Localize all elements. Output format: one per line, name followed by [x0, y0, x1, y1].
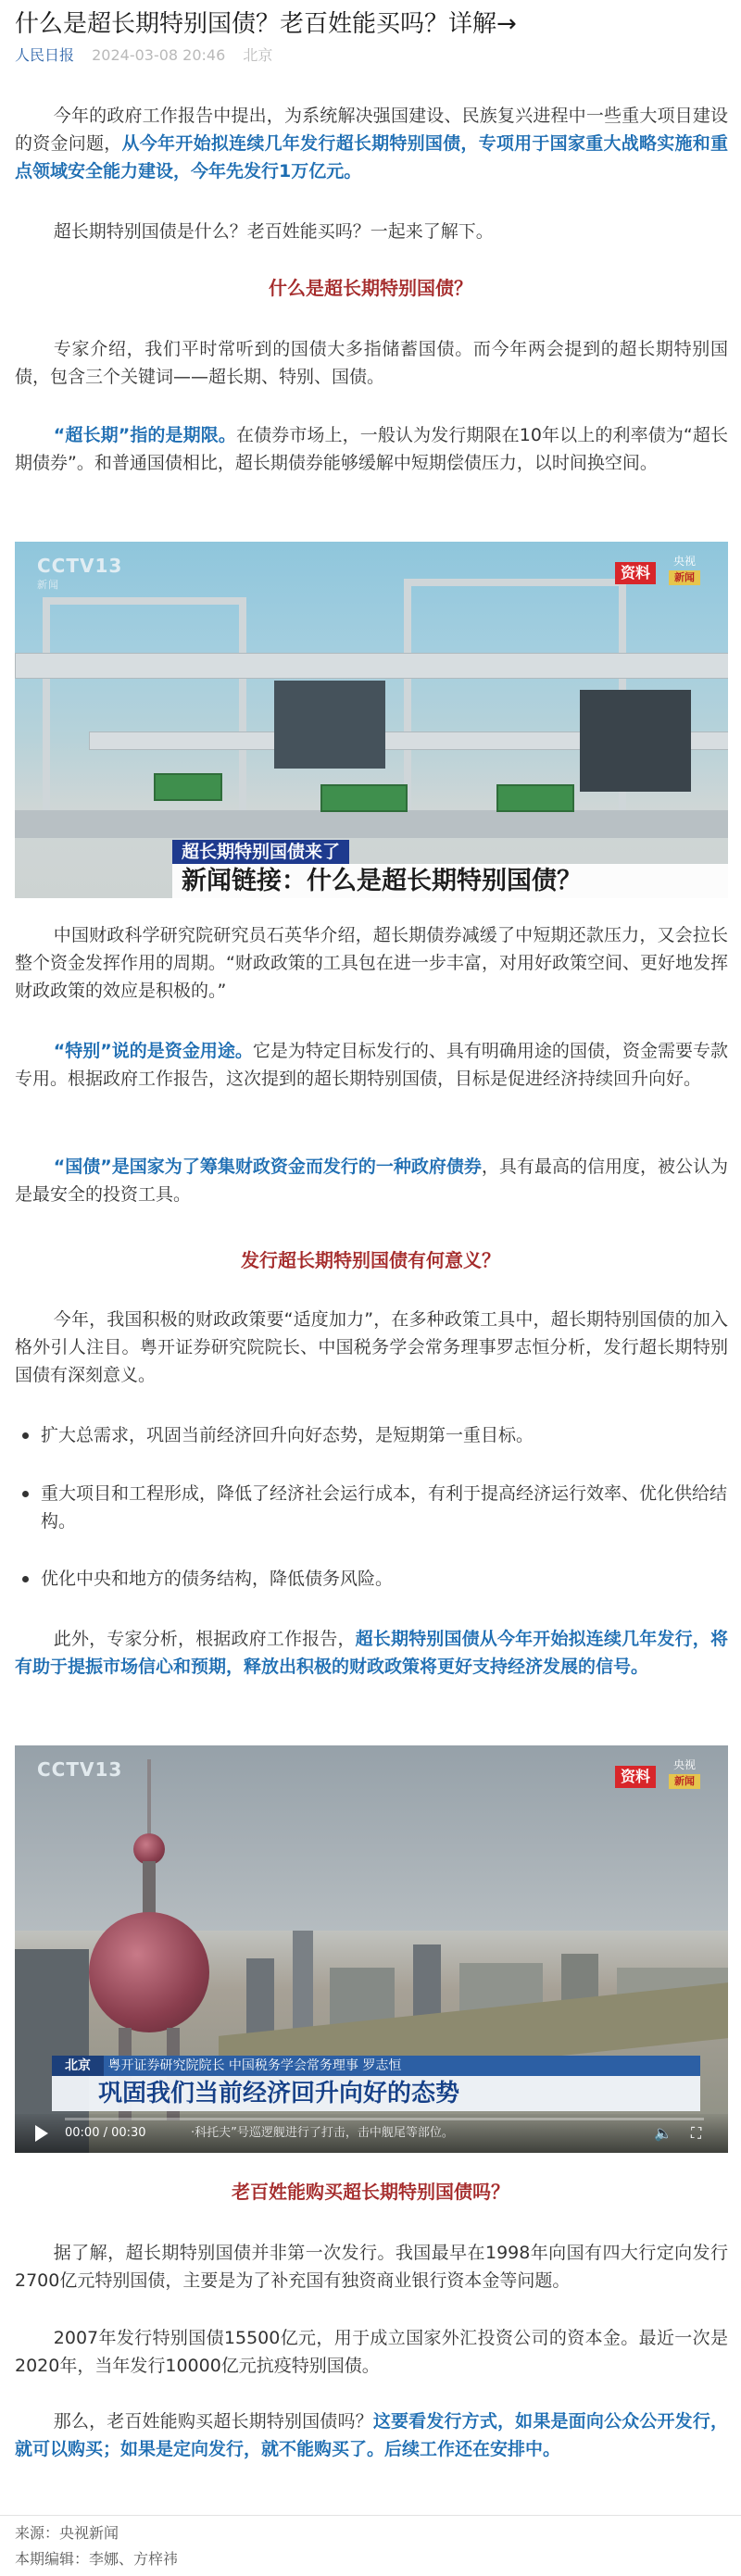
list-item: 优化中央和地方的债务结构，降低债务风险。: [15, 1565, 728, 1593]
machine-unit-center: [274, 681, 385, 769]
intro-paragraph-1: [15, 102, 728, 185]
section2-p2-highlight: 超长期特别国债从今年开始拟连续几年发行，将有助于提振市场信心和预期，释放出积极的财政政策将更好支持经济发展的信号。: [15, 1629, 728, 1677]
section1-paragraph-2: [15, 421, 728, 477]
cctv13-logo: CCTV13: [37, 1758, 123, 1781]
section1-p4-text: 它是为特定目标发行的、具有明确用途的国债，资金需要专款专用。根据政府工作报告，这次提到的超长期特别国债，目标是促进经济持续回升向好。: [15, 1041, 728, 1089]
bullet-dot: [22, 1491, 29, 1497]
section1-paragraph-1: 专家介绍，我们平时常听到的国债大多指储蓄国债。而今年两会提到的超长期特别国债，包含三个关键词——超长期、特别、国债。: [15, 339, 728, 387]
section-heading-1: 什么是超长期特别国债？: [269, 277, 472, 299]
tower-main-sphere: [89, 1912, 209, 2032]
section2-paragraph-1: 今年，我国积极的财政政策要“适度加力”，在多种政策工具中，超长期特别国债的加入格外引人注目。粤开证券研究院院长、中国税务学会常务理事罗志恒分析，发行超长期特别国债有深刻意义。: [15, 1309, 728, 1385]
section2-p2-text: 此外，专家分析，根据政府工作报告，: [53, 1629, 356, 1649]
cctv-news-logo: 央视 新闻: [665, 1758, 704, 1789]
archive-tag: 资料: [615, 562, 656, 584]
intro-p1-highlight: 从今年开始拟连续几年发行超长期特别国债，专项用于国家重大战略实施和重点领域安全能力建设，今年先发行1万亿元。: [15, 133, 728, 181]
caption-kicker: 超长期特别国债来了: [172, 840, 349, 864]
article-title: 什么是超长期特别国债？老百姓能买吗？详解→: [15, 10, 517, 38]
cctv-news-logo: 央视 新闻: [665, 555, 704, 585]
video-timecode: 00:00 / 00:30: [65, 2126, 146, 2140]
article-location: 北京: [243, 46, 273, 64]
conveyor-rail: [15, 810, 728, 838]
news-link-image: [15, 542, 728, 898]
video-controls: [15, 2114, 728, 2153]
circuit-board-3: [496, 784, 574, 812]
list-item: 重大项目和工程形成，降低了经济社会运行成本，有利于提高经济运行效率、优化供给结构。: [15, 1480, 728, 1535]
archive-tag: 资料: [615, 1766, 656, 1788]
lower-third-speaker-bar: [52, 2056, 700, 2076]
caption-headline: 新闻链接：什么是超长期特别国债？: [172, 864, 728, 898]
section3-p3-highlight: 这要看发行方式，如果是面向公众公开发行，就可以购买；如果是定向发行，就不能购买了。后续工作还在安排中。: [15, 2411, 728, 2459]
lower-third-city: 北京: [52, 2056, 104, 2076]
tower-antenna: [147, 1759, 151, 1838]
intro-paragraph-2: 超长期特别国债是什么？老百姓能买吗？一起来了解下。: [53, 221, 494, 242]
lower-third-speaker: 粤开证券研究院院长 中国税务学会常务理事 罗志恒: [107, 2058, 402, 2073]
machine-frame-left: [43, 597, 246, 838]
video-player[interactable]: [15, 1745, 728, 2153]
section3-paragraph-2: 2007年发行特别国债15500亿元，用于成立国家外汇投资公司的资本金。最近一次是2020年，当年发行10000亿元抗疫特别国债。: [15, 2328, 728, 2376]
bullet-dot: [22, 1576, 29, 1582]
section1-p2-highlight: “超长期”指的是期限。: [53, 425, 236, 445]
article-datetime: 2024-03-08 20:46: [92, 46, 226, 64]
building: [246, 1958, 274, 2042]
building: [293, 1931, 313, 2042]
section1-p5-highlight: “国债”是国家为了筹集财政资金而发行的一种政府债券: [53, 1157, 482, 1177]
machine-unit-right: [580, 690, 691, 792]
section3-p3-text: 那么，老百姓能购买超长期特别国债吗？: [53, 2411, 373, 2432]
article-meta: [15, 43, 272, 69]
section-heading-3: 老百姓能购买超长期特别国债吗？: [232, 2181, 509, 2203]
section1-paragraph-4: [15, 1037, 728, 1093]
footer-editors: 本期编辑：李娜、方梓祎: [15, 2550, 179, 2568]
fullscreen-icon[interactable]: ⛶: [691, 2124, 702, 2142]
section3-paragraph-3: [15, 2407, 728, 2463]
circuit-board-1: [154, 773, 222, 801]
volume-icon[interactable]: 🔈: [654, 2124, 672, 2142]
lower-third: [52, 2056, 700, 2111]
footer-divider: [0, 2515, 741, 2516]
machine-beam-upper: [15, 653, 728, 679]
footer-source: 来源：央视新闻: [15, 2524, 119, 2542]
play-icon[interactable]: [35, 2125, 48, 2142]
tower-upper-sphere: [133, 1833, 165, 1865]
video-progress-bar[interactable]: [65, 2118, 704, 2120]
section1-paragraph-5: [15, 1153, 728, 1208]
lower-third-headline: 巩固我们当前经济回升向好的态势: [52, 2076, 700, 2111]
section1-p2-text: 在债券市场上，一般认为发行期限在10年以上的利率债为“超长期债券”。和普通国债相比，超长期债券能够缓解中短期偿债压力，以时间换空间。: [15, 425, 728, 473]
section3-paragraph-1: 据了解，超长期特别国债并非第一次发行。我国最早在1998年向国有四大行定向发行2700亿元特别国债，主要是为了补充国有独资商业银行资本金等问题。: [15, 2243, 728, 2291]
intro-p1-text: 今年的政府工作报告中提出，为系统解决强国建设、民族复兴进程中一些重大项目建设的资金问题，: [15, 106, 728, 154]
bullet-dot: [22, 1432, 29, 1439]
section-heading-2: 发行超长期特别国债有何意义？: [241, 1249, 500, 1271]
list-item: 扩大总需求，巩固当前经济回升向好态势，是短期第一重目标。: [15, 1421, 728, 1449]
section1-p4-highlight: “特别”说的是资金用途。: [53, 1041, 253, 1061]
section1-paragraph-3: 中国财政科学研究院研究员石英华介绍，超长期债券减缓了中短期还款压力，又会拉长整个资金发挥作用的周期。“财政政策的工具包在进一步丰富，对用好政策空间、更好地发挥财政政策的效应是积极的。”: [15, 925, 728, 1001]
video-news-ticker: ·科托夫”号巡逻舰进行了打击，击中舰尾等部位。: [191, 2126, 454, 2140]
section1-p5-text: ，具有最高的信用度，被公认为是最安全的投资工具。: [15, 1157, 728, 1205]
cctv13-logo: CCTV13 新闻: [37, 555, 123, 591]
section2-paragraph-2: [15, 1625, 728, 1681]
article-source-link[interactable]: 人民日报: [15, 46, 75, 64]
circuit-board-2: [320, 784, 408, 812]
